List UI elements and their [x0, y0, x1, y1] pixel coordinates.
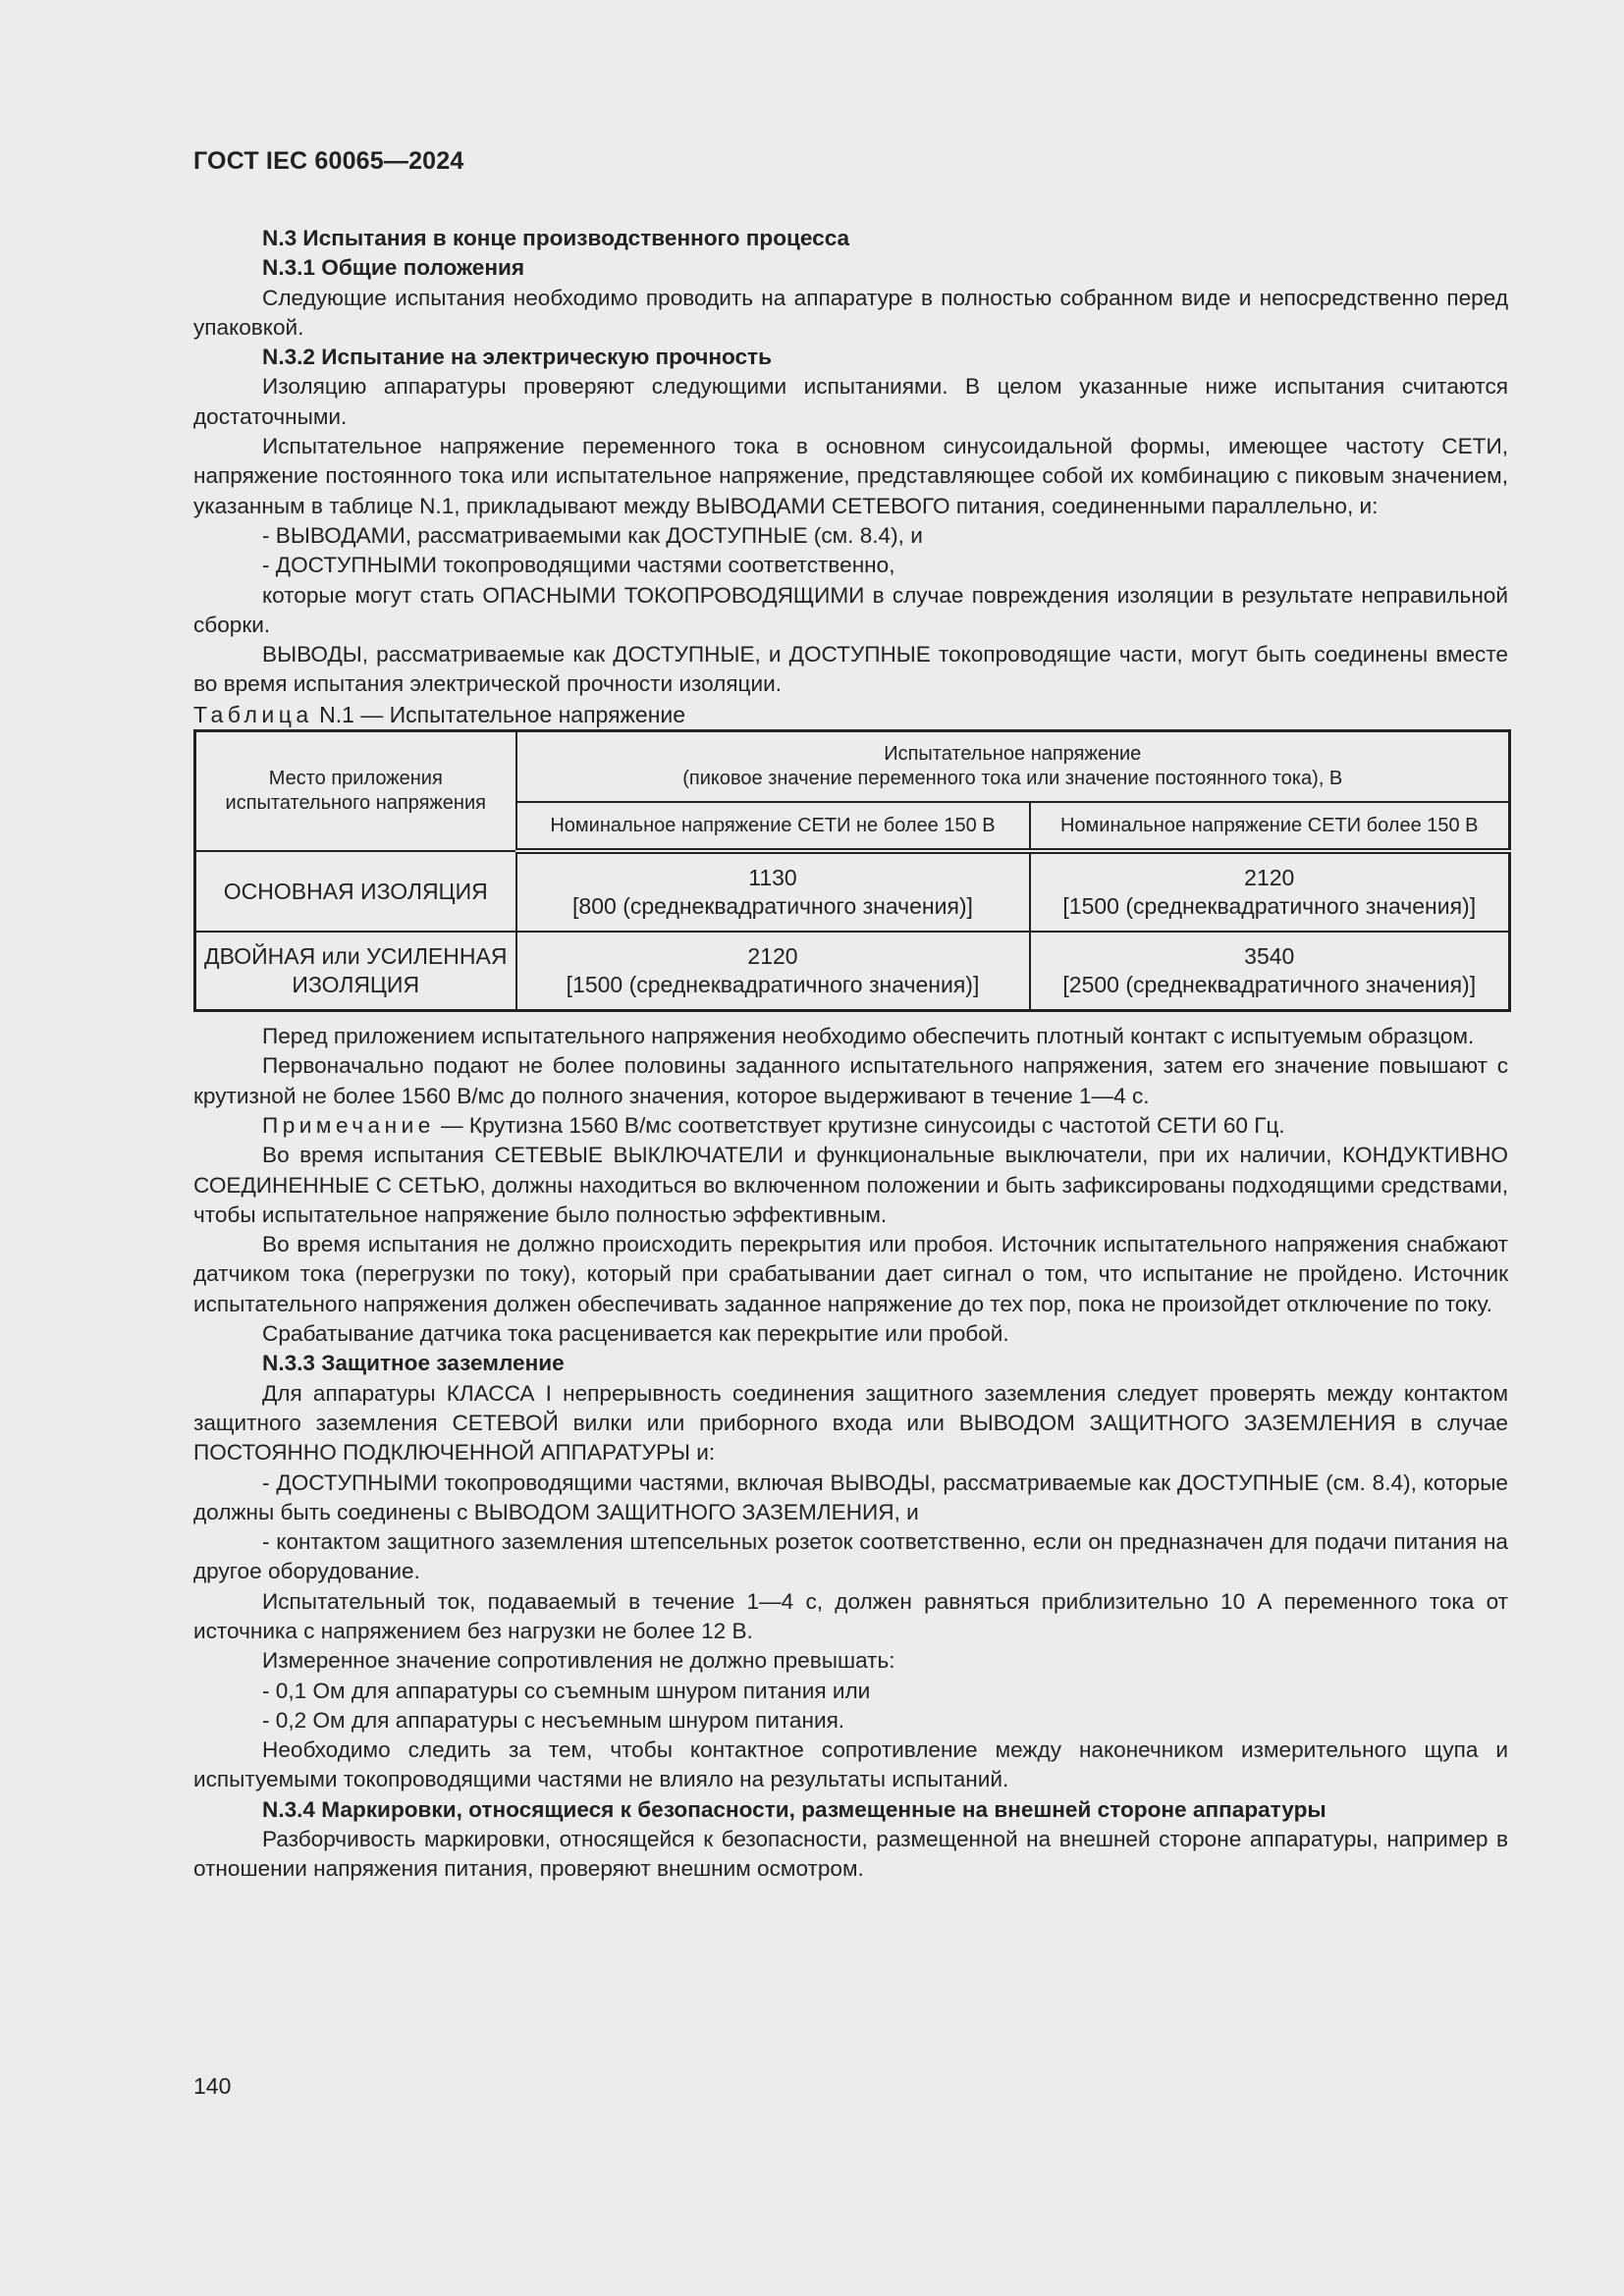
- document-header: ГОСТ IEC 60065—2024: [193, 147, 464, 175]
- test-voltage-table: [193, 729, 1511, 1012]
- table-header-le150: Номинальное напряжение СЕТИ не более 150 В: [516, 802, 1030, 851]
- paragraph: Первоначально подают не более половины заданного испытательного напряжения, затем его значение повышают с крутизной не более 1560 В/мс до полного значения, которое выдерживают в течение 1—4 с.: [193, 1053, 1508, 1108]
- list-item: - ВЫВОДАМИ, рассматриваемыми как ДОСТУПНЫЕ (см. 8.4), и: [262, 522, 923, 548]
- page-number: 140: [193, 2073, 232, 2099]
- table-header-place: Место приложения испытательного напряжения: [195, 731, 516, 852]
- paragraph: Разборчивость маркировки, относящейся к безопасности, размещенной на внешней стороне аппаратуры, например в отношении напряжения питания, проверяют внешним осмотром.: [193, 1827, 1508, 1882]
- table-cell: 3540 [2500 (среднеквадратичного значения)]: [1030, 932, 1510, 1011]
- section-heading-n31: N.3.1 Общие положения: [262, 255, 525, 281]
- paragraph: Следующие испытания необходимо проводить на аппаратуре в полностью собранном виде и непосредственно перед упаковкой.: [193, 285, 1508, 340]
- list-item: - ДОСТУПНЫМИ токопроводящими частями, включая ВЫВОДЫ, рассматриваемые как ДОСТУПНЫЕ (см. 8.4), которые должны быть соединены с ВЫВОДОМ ЗАЩИТНОГО ЗАЗЕМЛЕНИЯ, и: [193, 1469, 1508, 1524]
- paragraph: Измеренное значение сопротивления не должно превышать:: [262, 1648, 895, 1674]
- paragraph: Срабатывание датчика тока расценивается как перекрытие или пробой.: [262, 1321, 1009, 1347]
- paragraph: Необходимо следить за тем, чтобы контактное сопротивление между наконечником измерительного щупа и испытуемыми токопроводящими частями не влияло на результаты испытаний.: [193, 1737, 1508, 1792]
- paragraph: Изоляцию аппаратуры проверяют следующими испытаниями. В целом указанные ниже испытания считаются достаточными.: [193, 374, 1508, 429]
- paragraph: Во время испытания СЕТЕВЫЕ ВЫКЛЮЧАТЕЛИ и функциональные выключатели, при их наличии, КОНДУКТИВНО СОЕДИНЕННЫЕ С СЕТЬЮ, должны находиться во включенном положении и быть зафиксированы подходящими средствами, чтобы испытательное напряжение было полностью эффективным.: [193, 1143, 1508, 1227]
- paragraph: которые могут стать ОПАСНЫМИ ТОКОПРОВОДЯЩИМИ в случае повреждения изоляции в результате неправильной сборки.: [193, 582, 1508, 637]
- paragraph: ВЫВОДЫ, рассматриваемые как ДОСТУПНЫЕ, и ДОСТУПНЫЕ токопроводящие части, могут быть соединены вместе во время испытания электрической прочности изоляции.: [193, 642, 1508, 697]
- section-heading-n34: N.3.4 Маркировки, относящиеся к безопасности, размещенные на внешней стороне аппаратуры: [262, 1796, 1326, 1822]
- paragraph: Испытательное напряжение переменного тока в основном синусоидальной формы, имеющее частоту СЕТИ, напряжение постоянного тока или испытательное напряжение, представляющее собой их комбинацию с пиковым значением, указанным в таблице N.1, прикладывают между ВЫВОДАМИ СЕТЕВОГО питания, соединенными параллельно, и:: [193, 434, 1508, 518]
- paragraph: Для аппаратуры КЛАССА I непрерывность соединения защитного заземления следует проверять между контактом защитного заземления СЕТЕВОЙ вилки или приборного входа или ВЫВОДОМ ЗАЩИТНОГО ЗАЗЕМЛЕНИЯ в случае ПОСТОЯННО ПОДКЛЮЧЕННОЙ АППАРАТУРЫ и:: [193, 1380, 1508, 1466]
- paragraph: Перед приложением испытательного напряжения необходимо обеспечить плотный контакт с испытуемым образцом.: [262, 1024, 1475, 1049]
- table-cell: 1130 [800 (среднеквадратичного значения)]: [516, 851, 1030, 932]
- section-heading-n32: N.3.2 Испытание на электрическую прочность: [262, 345, 772, 370]
- table-cell-place: ОСНОВНАЯ ИЗОЛЯЦИЯ: [195, 851, 516, 932]
- paragraph: Испытательный ток, подаваемый в течение 1—4 с, должен равняться приблизительно 10 А переменного тока от источника с напряжением без нагрузки не более 12 В.: [193, 1588, 1508, 1643]
- table-header-voltage: Испытательное напряжение (пиковое значение переменного тока или значение постоянного тока), В: [516, 731, 1510, 803]
- note: Примечание — Крутизна 1560 В/мс соответствует крутизне синусоиды с частотой СЕТИ 60 Гц.: [262, 1112, 1285, 1138]
- list-item: - 0,1 Ом для аппаратуры со съемным шнуром питания или: [262, 1678, 871, 1703]
- table-caption: Таблица N.1 — Испытательное напряжение: [193, 701, 686, 727]
- table-header-gt150: Номинальное напряжение СЕТИ более 150 В: [1030, 802, 1510, 851]
- table-cell-place: ДВОЙНАЯ или УСИЛЕННАЯ ИЗОЛЯЦИЯ: [195, 932, 516, 1011]
- list-item: - ДОСТУПНЫМИ токопроводящими частями соответственно,: [262, 553, 895, 578]
- section-heading-n33: N.3.3 Защитное заземление: [262, 1351, 565, 1376]
- list-item: - контактом защитного заземления штепсельных розеток соответственно, если он предназначен для подачи питания на другое оборудование.: [193, 1529, 1508, 1584]
- paragraph: Во время испытания не должно происходить перекрытия или пробоя. Источник испытательного напряжения снабжают датчиком тока (перегрузки по току), который при срабатывании дает сигнал о том, что испытание не пройдено. Источник испытательного напряжения должен обеспечивать заданное напряжение до тех пор, пока не произойдет отключение по току.: [193, 1232, 1508, 1316]
- document-body: [193, 224, 1508, 1885]
- table-cell: 2120 [1500 (среднеквадратичного значения)]: [516, 932, 1030, 1011]
- list-item: - 0,2 Ом для аппаратуры с несъемным шнуром питания.: [262, 1707, 845, 1733]
- table-row: [195, 932, 1510, 1011]
- section-heading-n3: N.3 Испытания в конце производственного процесса: [262, 226, 850, 250]
- table-row: [195, 851, 1510, 932]
- table-cell: 2120 [1500 (среднеквадратичного значения)]: [1030, 851, 1510, 932]
